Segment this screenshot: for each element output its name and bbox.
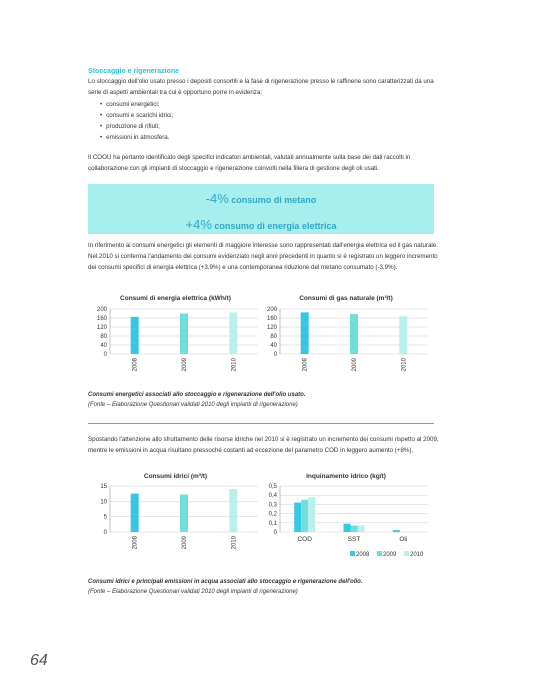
- highlight-metano: [88, 190, 434, 208]
- energy-text: In riferimento ai consumi energetici gli elementi di maggiore interesse sono rappresentati dall'energia elettrica ed il gas naturale. Nel 2010 si conferma l'andamento dei consumi evidenziato negli anni precedenti in quanto si è registrato un leggero incremento dei consumi specifici di energia elettrica (+3,9%) e una contemporanea riduzione del metano consumato (-3,9%).: [88, 242, 438, 271]
- x-tick-label: 2008: [132, 358, 139, 372]
- chart-title: Inquinamento idrico (kg/t): [306, 473, 386, 480]
- bar: [344, 524, 351, 532]
- y-tick-label: 0,1: [268, 520, 277, 527]
- y-tick-label: 0,4: [268, 493, 277, 500]
- y-tick-label: 160: [266, 316, 277, 322]
- x-tick-label: Oli: [399, 536, 408, 543]
- caption-source: (Fonte – Elaborazione Questionari validati 2010 degli impianti di rigenerazione): [88, 588, 298, 595]
- legend-swatch: [377, 551, 382, 556]
- bar: [351, 526, 358, 532]
- y-tick-label: 40: [100, 343, 107, 349]
- bar: [301, 312, 309, 354]
- x-tick-label: 2010: [231, 536, 238, 550]
- y-tick-label: 200: [96, 307, 107, 313]
- list-item: • produzione di rifiuti;: [100, 121, 173, 132]
- caption-idrici: [88, 578, 363, 597]
- y-tick-label: 120: [266, 325, 277, 331]
- list-item: • emissioni in atmosfera.: [100, 132, 173, 143]
- x-tick-label: 2010: [231, 358, 238, 372]
- chart-gas-naturale: [258, 295, 434, 385]
- x-tick-label: 2009: [182, 358, 188, 372]
- bar: [399, 316, 407, 354]
- chart-title: Consumi idrici (m³/t): [143, 473, 208, 480]
- y-tick-label: 5: [103, 514, 107, 521]
- y-tick-label: 80: [100, 334, 107, 340]
- list-item: • consumi e scarichi idrici;: [100, 110, 173, 121]
- x-tick-label: SST: [347, 536, 361, 543]
- caption-source: (Fonte – Elaborazione Questionari validati 2010 degli impianti di rigenerazione): [88, 401, 298, 408]
- highlight-elettrica: [88, 216, 434, 234]
- bar: [308, 497, 315, 532]
- bar: [180, 495, 188, 532]
- caption-title: Consumi energetici associati allo stoccaggio e rigenerazione dell'olio usato.: [88, 392, 306, 398]
- x-tick-label: COD: [297, 536, 312, 543]
- chart-energia-elettrica-svg: [88, 305, 263, 385]
- caption-title: Consumi idrici e principali emissioni in acqua associati allo stoccaggio e rigenerazione dell'olio.: [88, 579, 363, 585]
- y-tick-label: 40: [270, 343, 277, 349]
- y-tick-label: 0,2: [268, 511, 277, 518]
- legend-label: 2010: [410, 552, 424, 558]
- highlight-elettrica-value: +4%: [185, 217, 212, 232]
- chart-consumi-idrici-svg: [88, 481, 263, 566]
- intro-text: Lo stoccaggio dell'olio usato presso i depositi consortili e la fase di rigenerazione presso le raffinerie sono caratterizzati da una serie di aspetti ambientali tra cui è opportuno porre in evidenza:: [88, 78, 434, 96]
- x-tick-label: 2008: [302, 358, 309, 372]
- legend-label: 2009: [383, 552, 397, 558]
- highlight-metano-value: -4%: [205, 191, 229, 206]
- energy-paragraph: [88, 240, 440, 273]
- chart-gas-naturale-svg: [258, 305, 434, 385]
- y-tick-label: 0: [103, 352, 107, 358]
- bar: [350, 314, 358, 354]
- highlight-box: [88, 184, 434, 234]
- page-number: 64: [30, 652, 48, 669]
- divider: [88, 423, 434, 424]
- x-tick-label: 2008: [132, 536, 139, 550]
- highlight-metano-text: consumo di metano: [228, 195, 317, 205]
- bar: [131, 317, 139, 354]
- x-tick-label: 2009: [352, 358, 358, 372]
- chart-inquinamento-idrico-svg: [258, 481, 434, 571]
- y-tick-label: 0,5: [268, 484, 277, 490]
- y-tick-label: 15: [100, 484, 107, 490]
- x-tick-label: 2009: [182, 536, 188, 550]
- y-tick-label: 0: [273, 352, 277, 358]
- chart-inquinamento-idrico: [258, 473, 434, 563]
- section-title: Stoccaggio e rigenerazione: [88, 68, 180, 75]
- legend-label: 2008: [356, 552, 370, 558]
- aspects-list: [100, 99, 173, 143]
- indicators-paragraph: [88, 152, 440, 174]
- y-tick-label: 80: [270, 334, 277, 340]
- y-tick-label: 160: [96, 316, 107, 322]
- bar: [294, 503, 301, 532]
- list-item: • consumi energetici;: [100, 99, 173, 110]
- chart-title: Consumi di energia elettrica (kWh/t): [120, 295, 231, 302]
- y-tick-label: 10: [100, 499, 107, 506]
- legend-swatch: [350, 551, 355, 556]
- indicators-text: Il COOU ha pertanto identificato degli specifici indicatori ambientali, valutati annualmente sulla base dei dati raccolti in collaborazione con gli impianti di stoccaggio e rigenerazione coinvolti nella filiera di gestione degli oli usati.: [88, 154, 411, 172]
- y-tick-label: 200: [266, 307, 277, 313]
- y-tick-label: 0: [103, 530, 107, 536]
- highlight-elettrica-text: consumo di energia elettrica: [211, 221, 337, 231]
- y-tick-label: 120: [96, 325, 107, 331]
- bar: [180, 314, 188, 355]
- y-tick-label: 0: [273, 530, 277, 536]
- bar: [393, 530, 400, 532]
- bar: [229, 312, 237, 354]
- intro-paragraph: [88, 76, 440, 98]
- chart-consumi-idrici: [88, 473, 263, 558]
- legend-swatch: [404, 551, 409, 556]
- water-paragraph: [88, 434, 440, 456]
- water-text: Spostando l'attenzione allo sfruttamento delle risorse idriche nel 2010 si è registrato un incremento dei consumi rispetto al 2009, mentre le emissioni in acqua risultano pressoché costanti ad eccezione del parametro COD in leggero aumento (+8%).: [88, 436, 439, 454]
- chart-title: Consumi di gas naturale (m³/t): [299, 295, 393, 302]
- chart-energia-elettrica: [88, 295, 263, 385]
- y-tick-label: 0,3: [268, 502, 277, 509]
- caption-energia: [88, 391, 305, 410]
- bar: [229, 489, 237, 532]
- x-tick-label: 2010: [401, 358, 408, 372]
- bar: [358, 526, 365, 532]
- bar: [301, 500, 308, 532]
- bar: [131, 494, 139, 532]
